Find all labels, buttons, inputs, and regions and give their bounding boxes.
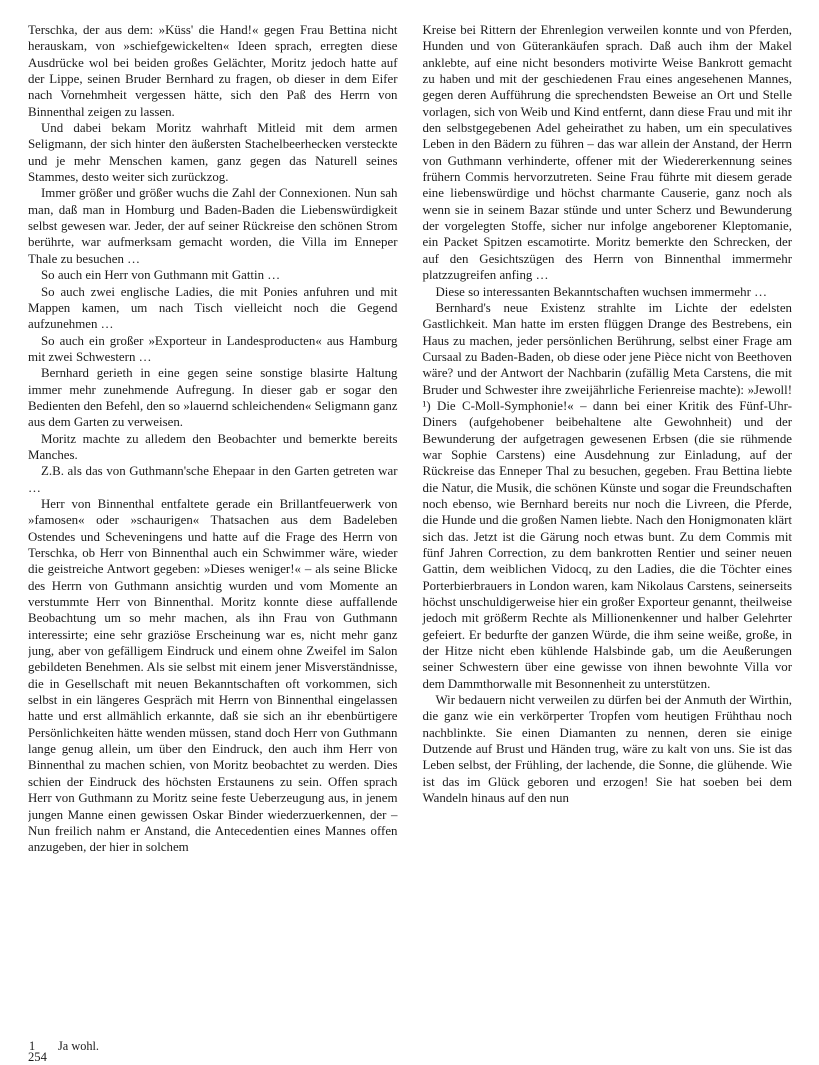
paragraph: Bernhard gerieth in eine gegen seine sonstige blasirte Haltung immer mehr zunehmende Aufregung. In dieser gab er sogar den Bedienten den Befehl, den so »lauernd schleichenden« Seligmann ganz aus dem Garten zu verweisen.	[28, 366, 398, 430]
paragraph: Bernhard's neue Existenz strahlte im Lichte der edelsten Gastlichkeit. Man hatte im ersten flüggen Drange des Bestrebens, ein Haus zu machen, jeder persönlichen Berührung, selbst einer Frage am Cursaal zu Baden-Baden, ob diese oder jene Pièce nicht von Beethoven wäre? und der Antwort der Nachbarin (zufällig Meta Carstens, die mit Bruder und Schwester ihre zweijährliche Ferienreise machte): »Jewoll!¹) Die C-Moll-Symphonie!« – dann bei einer Kritik des Fünf-Uhr-Diners (aufgehobener beibehaltene alte Gewohnheit) und der Bewunderung der aufgetragen gewesenen Erbsen (die sie rühmende war Sophie Carstens) eine Ausdehnung zur Einladung, auf der Rückreise das Enneper Thal zu besuchen, gegeben. Frau Bettina liebte die Natur, die Musik, die schönen Künste und sogar die Freundschaften noch ebenso, wie Bernhard bereits nur noch die Livreen, die Pferde, die Hunde und die großen Namen liebte. Nach den Honigmonaten klärt sich das. Jetzt ist die Gärung noch etwas bunt. Zu dem Commis mit fünf Jahren Correction, zu dem bankrotten Rentier und seiner neuen Gattin, dem weiblichen Vidocq, zu den Ladies, die die Töchter eines Porterbierbrauers in London waren, kam Nikolaus Carstens, seinerseits höchst unschuldigerweise hier ein großer Exporteur genannt, theilweise jedoch mit größerm Rechte als Millionenkenner und halber Gelehrter gefeiert. Er bedurfte der ganzen Würde, die ihm seine weiße, große, in der Hitze nicht eben kühlende Halsbinde gab, um die Aeußerungen seiner Schwestern über eine gewisse von ihnen bewohnte Villa vor dem Dammthorwalle mit Besonnenheit zu unterstützen.	[422, 300, 792, 691]
paragraph: Wir bedauern nicht verweilen zu dürfen bei der Anmuth der Wirthin, die ganz wie ein verkörperter Tropfen vom heutigen Frühthau noch nachblinkte. Sie einen Diamanten zu nennen, deren sie einige Dutzende auf Brust und Händen trug, wäre zu kalt von uns. Sie ist das Leben selbst, der Frühling, der lachende, die Sonne, die glühende. Wie ist das im Glück geboren und erzogen! Sie hat soeben bei dem Wandeln hinaus auf den nun	[422, 693, 792, 806]
footnote-text: Ja wohl.	[58, 1039, 99, 1053]
paragraph: So auch ein Herr von Guthmann mit Gattin …	[41, 268, 281, 283]
paragraph: So auch zwei englische Ladies, die mit Ponies anfuhren und mit Mappen kamen, um nach Tisch vielleicht noch die Gegend aufzunehmen …	[28, 284, 398, 332]
paragraph: Herr von Binnenthal entfaltete gerade ein Brillantfeuerwerk von »famosen« oder »schaurigen« Thatsachen aus dem Badeleben Ostendes und Scheveningens und hatte auf die Frage des Herrn von Terschka, ob Herr von Binnenthal auch ein Schwimmer wäre, wieder die geistreiche Antwort gegeben: »Dieses weniger!« – als seine Blicke des Herrn von Guthmann ansichtig wurden und vom Momente an verstummte Herr von Binnenthal. Moritz konnte diese auffallende Beobachtung um so mehr machen, als ihn Frau von Guthmann interessirte; eine sehr graziöse Erscheinung war es, nicht mehr ganz jung, aber von gefälligem Eindruck und einem ohne Zweifel im Salon gebildeten Benehmen. Als sie selbst mit einem jener Misverständnisse, die in Gesellschaft mit neuen Bekanntschaften oft vorkommen, sich selbst in ein längeres Gespräch mit Herrn von Binnenthal eingelassen hatte und erst allmählich erkannte, daß sie sich an ihr ebenbürtigere Persönlichkeiten hätte wenden müssen, stand doch Herr von Guthmann lange genug allein, um über den Eindruck, den auch ihm Herr von Binnenthal zu machen schien, von Moritz beobachtet zu werden. Dies schien der Eindruck des höchsten Erstaunens zu sein. Offen sprach Herr von Guthmann zu Moritz seine feste Ueberzeugung aus, in jenem jungen Manne einen gewissen Oskar Binder wiederzuerkennen, der – Nun freilich nahm er Anstand, die Antecedentien eines Mannes offen anzugeben, der hier in solchem	[28, 496, 398, 855]
footnote-marker: 1	[29, 1039, 36, 1053]
text-columns	[28, 22, 792, 1028]
paragraph: Z.B. als das von Guthmann'sche Ehepaar in den Garten getreten war …	[28, 464, 398, 495]
paragraph: So auch ein großer »Exporteur in Landesproducten« aus Hamburg mit zwei Schwestern …	[28, 333, 398, 364]
left-column	[28, 22, 398, 1028]
paragraph: Und dabei bekam Moritz wahrhaft Mitleid mit dem armen Seligmann, der sich hinter den äußersten Stachelbeerhecken versteckte und je mehr Menschen kamen, ganz gegen das Naturell seines Stammes, desto weiter sich zurückzog.	[28, 121, 398, 185]
paragraph: Terschka, der aus dem: »Küss' die Hand!« gegen Frau Bettina nicht herauskam, von »schiefgewickelten« Ideen sprach, erregten diese Ausdrücke wol bei beiden großes Gelächter, Moritz jedoch hatte auf der Lippe, seinen Bruder Bernhard zu fragen, ob dieser in dem Eifer nach Vornehmheit vergessen hätte, sich den Paß des Herrn von Binnenthal zeigen zu lassen.	[28, 23, 398, 119]
paragraph: Moritz machte zu alledem den Beobachter und bemerkte bereits Manches.	[28, 431, 398, 462]
right-column	[423, 22, 793, 1028]
paragraph: Diese so interessanten Bekanntschaften wuchsen immermehr …	[435, 284, 767, 299]
paragraph: Immer größer und größer wuchs die Zahl der Connexionen. Nun sah man, daß man in Homburg und Baden-Baden die Liebenswürdigkeit selbst gewesen war. Jeder, der auf seiner Rückreise den schönen Strom berührte, war aufmerksam gemacht worden, die Villa im Enneper Thale zu besuchen …	[28, 186, 398, 266]
page-number: 254	[28, 1050, 47, 1064]
paragraph: Kreise bei Rittern der Ehrenlegion verweilen konnte und von Pferden, Hunden und von Güterankäufen sprach. Daß auch ihm der Makel anklebte, auf eine nicht besonders motivirte Weise Bankrott gemacht zu haben und mit der geschiedenen Frau eines angesehenen Mannes, gegen deren Aufführung die sprechendsten Beweise an Ort und Stelle vorlagen, sich von Weib und Kind entfernt, dann diese Frau und mit ihr den selbstgegebenen Adel geheirathet zu haben, um ein speculatives Leben in den Bädern zu führen – das war allein der Anstand, der Herrn von Guthmann verhinderte, offener mit der Wiedererkennung seines frühern Commis hervorzutreten. Seine Frau führte mit diesem gerade eine liebenswürdige und höchst charmante Causerie, ganz noch als wenn sie in seinem Bazar stünde und unter Scherz und Bewunderung der vorgelegten Stoffe, sicher nur infolge angeborener Kleptomanie, ein Packet Spitzen escamotirte. Moritz bemerkte den Schrecken, der auf den Gesichtszügen des Herrn von Binnenthal immermehr platzzugreifen anfing …	[422, 23, 792, 283]
